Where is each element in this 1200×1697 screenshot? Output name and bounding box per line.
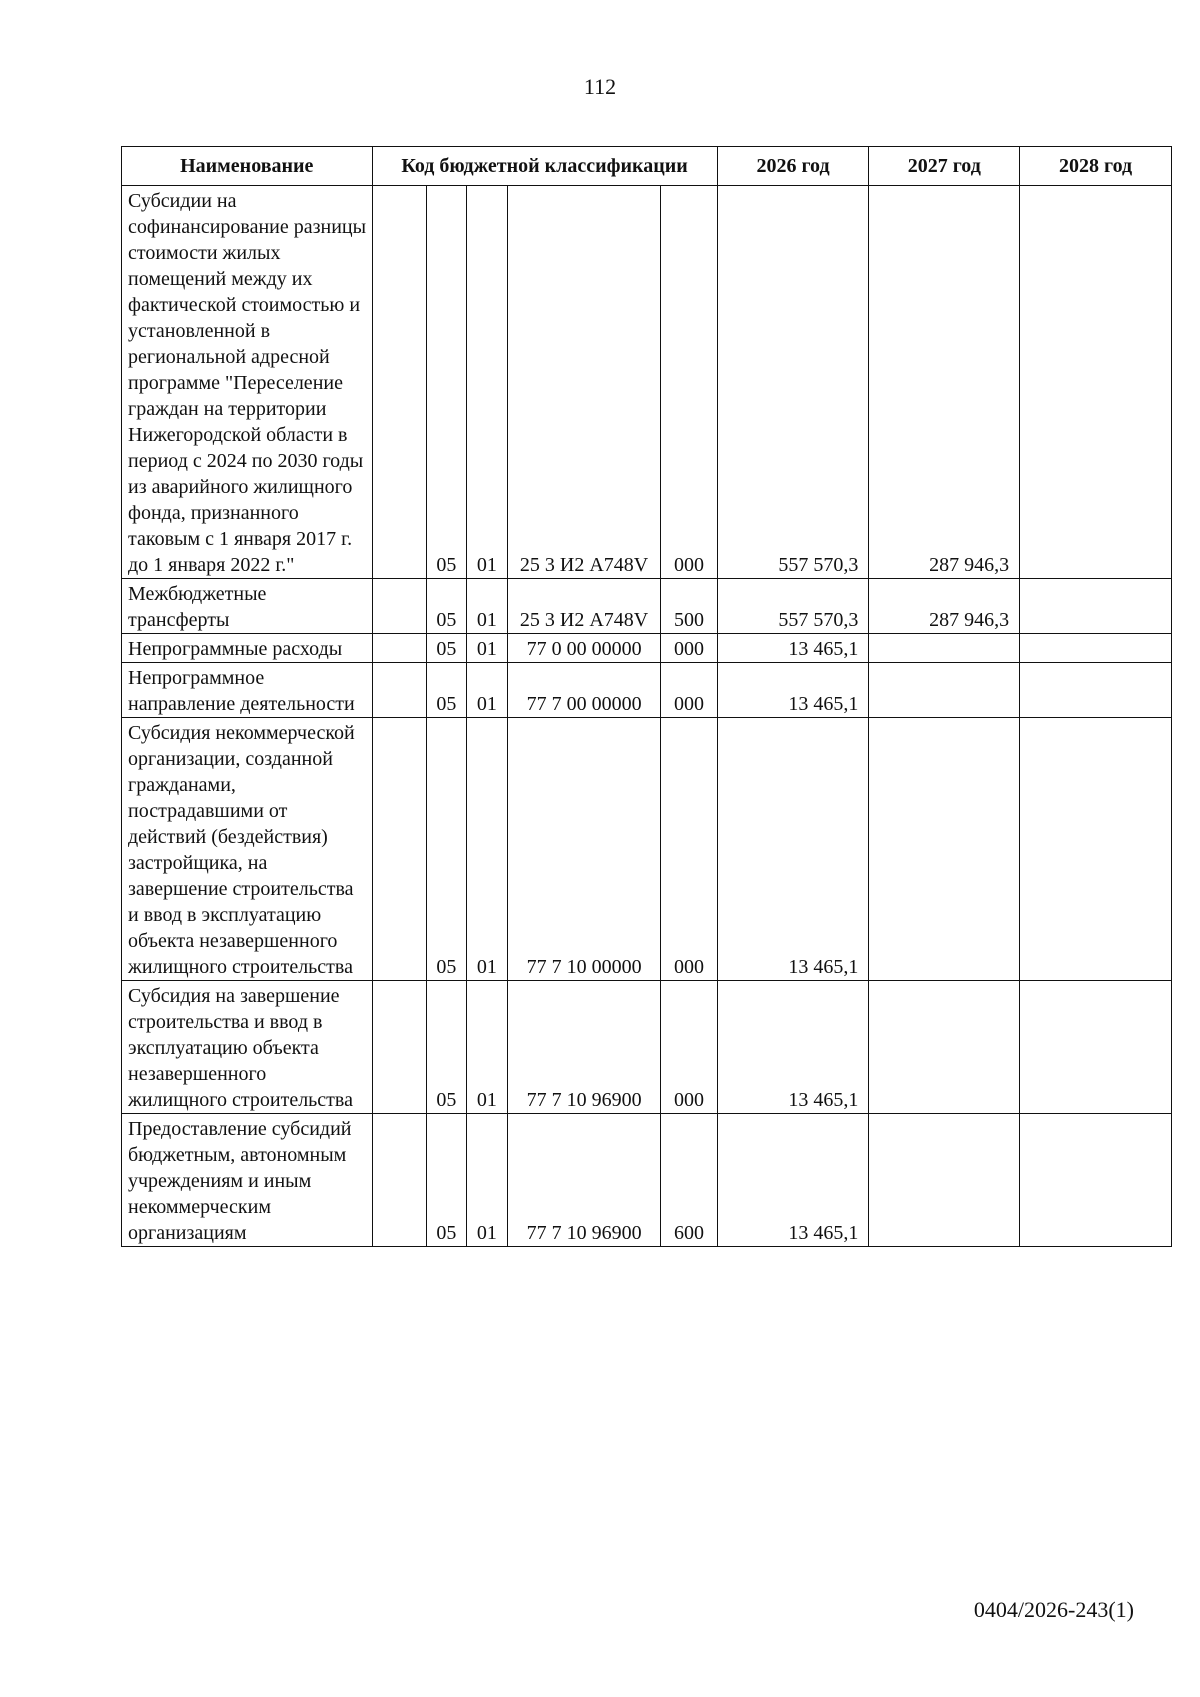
subsection-code-cell: 01 xyxy=(467,634,508,663)
target-article-cell: 25 3 И2 А748V xyxy=(507,579,661,634)
subsection-code-cell: 01 xyxy=(467,663,508,718)
amount-2026-cell: 13 465,1 xyxy=(717,1114,869,1247)
header-code: Код бюджетной классификации xyxy=(372,147,717,186)
header-2027: 2027 год xyxy=(869,147,1020,186)
table-body xyxy=(122,186,1172,1247)
amount-2028-cell xyxy=(1020,186,1172,579)
target-article-cell: 25 3 И2 А748V xyxy=(507,186,661,579)
code-blank-cell xyxy=(372,634,426,663)
code-blank-cell xyxy=(372,579,426,634)
expense-type-cell: 000 xyxy=(661,663,717,718)
header-2026: 2026 год xyxy=(717,147,869,186)
amount-2026-cell: 13 465,1 xyxy=(717,981,869,1114)
target-article-cell: 77 7 10 00000 xyxy=(507,718,661,981)
expense-type-cell: 000 xyxy=(661,186,717,579)
amount-2027-cell xyxy=(869,718,1020,981)
code-blank-cell xyxy=(372,1114,426,1247)
expense-type-cell: 500 xyxy=(661,579,717,634)
amount-2026-cell: 13 465,1 xyxy=(717,634,869,663)
expense-type-cell: 000 xyxy=(661,981,717,1114)
expense-type-cell: 000 xyxy=(661,718,717,981)
row-name-cell: Непрограммные расходы xyxy=(122,634,373,663)
amount-2027-cell xyxy=(869,1114,1020,1247)
subsection-code-cell: 01 xyxy=(467,186,508,579)
subsection-code-cell: 01 xyxy=(467,1114,508,1247)
row-name-cell: Субсидия некоммерческой организации, созданной гражданами, пострадавшими от действий (бездействия) застройщика, на завершение строительства и ввод в эксплуатацию объекта незавершенного жилищного строительства xyxy=(122,718,373,981)
amount-2028-cell xyxy=(1020,663,1172,718)
amount-2027-cell xyxy=(869,663,1020,718)
target-article-cell: 77 0 00 00000 xyxy=(507,634,661,663)
table-row xyxy=(122,1114,1172,1247)
subsection-code-cell: 01 xyxy=(467,579,508,634)
amount-2027-cell: 287 946,3 xyxy=(869,579,1020,634)
code-blank-cell xyxy=(372,718,426,981)
amount-2027-cell xyxy=(869,981,1020,1114)
section-code-cell: 05 xyxy=(426,718,467,981)
amount-2028-cell xyxy=(1020,1114,1172,1247)
amount-2026-cell: 557 570,3 xyxy=(717,579,869,634)
amount-2027-cell xyxy=(869,634,1020,663)
table-row xyxy=(122,186,1172,579)
amount-2027-cell: 287 946,3 xyxy=(869,186,1020,579)
row-name-cell: Межбюджетные трансферты xyxy=(122,579,373,634)
target-article-cell: 77 7 10 96900 xyxy=(507,1114,661,1247)
code-blank-cell xyxy=(372,186,426,579)
amount-2026-cell: 557 570,3 xyxy=(717,186,869,579)
table-row xyxy=(122,718,1172,981)
row-name-cell: Предоставление субсидий бюджетным, автономным учреждениям и иным некоммерческим организациям xyxy=(122,1114,373,1247)
table-header-row xyxy=(122,147,1172,186)
table-row xyxy=(122,981,1172,1114)
target-article-cell: 77 7 00 00000 xyxy=(507,663,661,718)
section-code-cell: 05 xyxy=(426,579,467,634)
expense-type-cell: 600 xyxy=(661,1114,717,1247)
section-code-cell: 05 xyxy=(426,634,467,663)
subsection-code-cell: 01 xyxy=(467,981,508,1114)
amount-2026-cell: 13 465,1 xyxy=(717,718,869,981)
row-name-cell: Субсидии на софинансирование разницы стоимости жилых помещений между их фактической стоимостью и установленной в региональной адресной программе "Переселение граждан на территории Нижегородской области в период с 2024 по 2030 годы из аварийного жилищного фонда, признанного таковым с 1 января 2017 г. до 1 января 2022 г." xyxy=(122,186,373,579)
target-article-cell: 77 7 10 96900 xyxy=(507,981,661,1114)
header-name: Наименование xyxy=(122,147,373,186)
section-code-cell: 05 xyxy=(426,663,467,718)
code-blank-cell xyxy=(372,981,426,1114)
amount-2028-cell xyxy=(1020,579,1172,634)
table-row xyxy=(122,579,1172,634)
amount-2028-cell xyxy=(1020,981,1172,1114)
section-code-cell: 05 xyxy=(426,186,467,579)
row-name-cell: Субсидия на завершение строительства и ввод в эксплуатацию объекта незавершенного жилищного строительства xyxy=(122,981,373,1114)
budget-table xyxy=(121,146,1172,1247)
code-blank-cell xyxy=(372,663,426,718)
amount-2028-cell xyxy=(1020,718,1172,981)
table-row xyxy=(122,634,1172,663)
amount-2026-cell: 13 465,1 xyxy=(717,663,869,718)
section-code-cell: 05 xyxy=(426,1114,467,1247)
section-code-cell: 05 xyxy=(426,981,467,1114)
amount-2028-cell xyxy=(1020,634,1172,663)
header-2028: 2028 год xyxy=(1020,147,1172,186)
page-number: 112 xyxy=(583,74,617,99)
expense-type-cell: 000 xyxy=(661,634,717,663)
subsection-code-cell: 01 xyxy=(467,718,508,981)
document-code: 0404/2026-243(1) xyxy=(973,1597,1134,1622)
row-name-cell: Непрограммное направление деятельности xyxy=(122,663,373,718)
table-row xyxy=(122,663,1172,718)
